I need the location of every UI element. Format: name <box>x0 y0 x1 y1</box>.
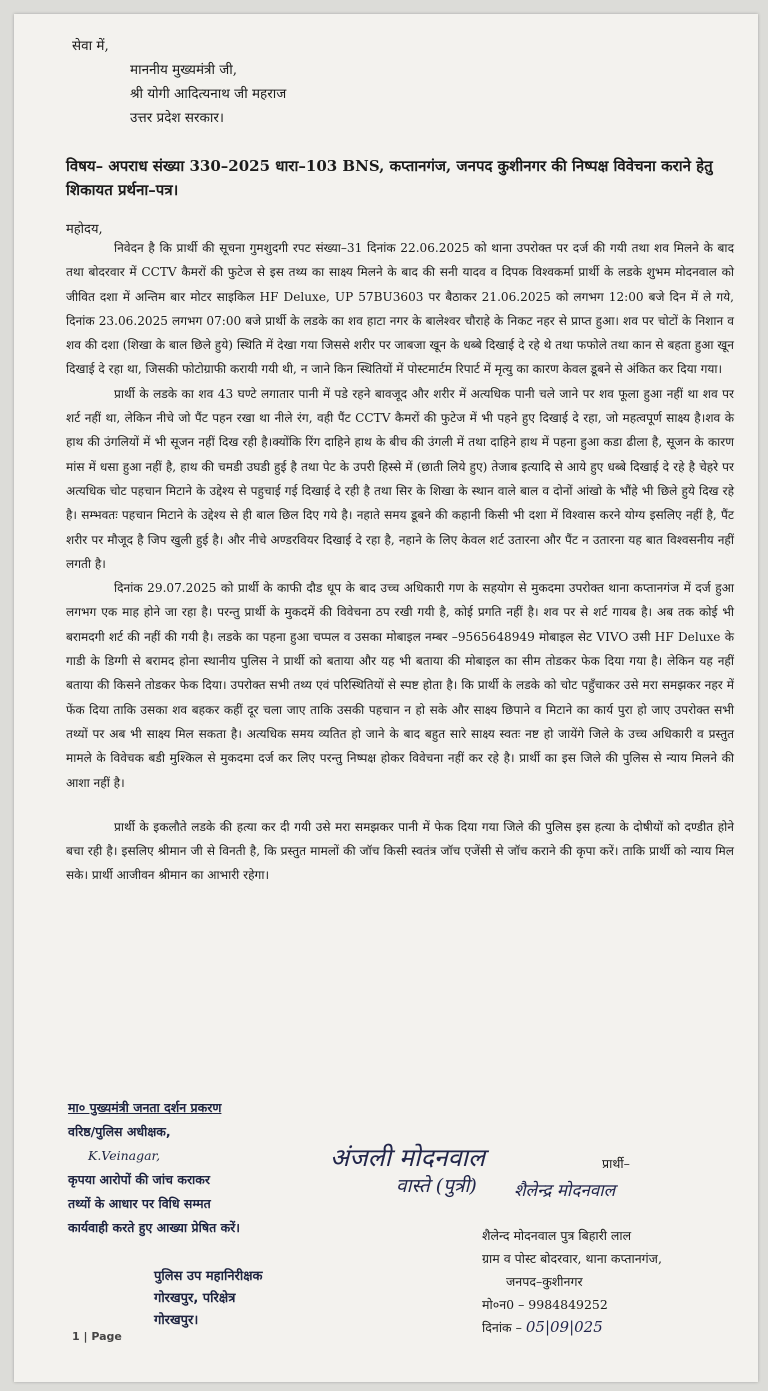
page-number: 1 | Page <box>72 1330 122 1343</box>
sender-name: शैलेन्द मोदनवाल पुत्र बिहारी लाल <box>482 1228 632 1243</box>
address-recipient: माननीय मुख्यमंत्री जी, <box>130 62 238 78</box>
authority-title: पुलिस उप महानिरीक्षक <box>154 1269 263 1284</box>
body-paragraph-3: दिनांक 29.07.2025 को प्रार्थी के काफी दौड धूप के बाद उच्च अधिकारी गण के सहयोग से मुकदमा उपरोक्त थाना कप्तानगंज में दर्ज हुआ लगभग एक माह होने जा रहा है। परन्तु प्रार्थी के मुकदमें की विवेचना ठप रखी गयी है, कोई प्रगति नहीं है। शव पर से शर्ट गायब है। अब तक कोई भी बरामदगी शर्ट की नहीं की गयी है। लडके का पहना हुआ चप्पल व उसका मोबाइल नम्बर –9565648949 मोबाइल सेट VIVO उसी HF Deluxe के गाडी के डिग्गी से बरामद होना स्थानीय पुलिस ने प्रार्थी को बताया और यह भी बताया की मोबाइल का सीम तोडकर फेक दिया गया है। लेकिन यह नहीं बताया की किसने तोडकर फेक दिया। उपरोक्त सभी तथ्य एवं परिस्थितियों से स्पष्ट होता है। कि प्रार्थी के लडके को चोट पहुँचाकर उसे मरा समझकर नहर में फेंक दिया ताकि उसका शव बहकर कहीं दूर चला जाए ताकि उसकी पहचान न हो सके और साक्ष्य छिपाने व मिटाने का कार्य पुरा हो जाए उपरोक्त सभी तथ्यों पर अब भी साक्ष्य मिल सकता है। अत्यधिक समय व्यतित हो जाने के बाद बहुत सारे साक्ष्य स्वतः नष्ट हो जायेंगे जिले के उच्च अधिकारी व प्रस्तुत मामले के विवेचक बडी मुश्किल से मुकदमा दर्ज कर लिए परन्तु निष्पक्ष होकर विवेचना नहीं कर रहे है। प्रार्थी का इस जिले की पुलिस से न्याय मिलने की आशा नहीं है। <box>66 581 734 790</box>
endorsement-line-4: तथ्यों के आधार पर विधि सम्मत <box>68 1196 211 1211</box>
body-paragraph-1: निवेदन है कि प्रार्थी की सूचना गुमशुदगी रपट संख्या–31 दिनांक 22.06.2025 को थाना उपरोक्त पर दर्ज की गयी तथा शव मिलने के बाद तथा बोदरवार में CCTV कैमरों की फुटेज से इस तथ्य का साक्ष्य मिलने के बाद की सनी यादव व दिपक विश्वकर्मा प्रार्थी के लडके शुभम मोदनवाल को जीवित दशा में अन्तिम बार मोटर साइकिल HF Deluxe, UP 57BU3603 पर बैठाकर 21.06.2025 को लगभग 12:00 बजे दिन में ले गये, दिनांक 23.06.2025 लगभग 07:00 बजे प्रार्थी के लडके का शव हाटा नगर के बालेश्वर चौराहे के निकट नहर से प्राप्त हुआ। शव पर चोटों के निशान व शव की दशा (शिखा के बाल छिले हुये) स्थिति में देखा गया जिससे शरीर पर जाबजा खून के धब्बे दिखाई दे रहे थे तथा फफोले तथा कान से बहता हुआ खून दिखाई दे रहा था, जिसकी फोटोग्राफी करायी गयी थी, न जाने किन स्थितियों में पोस्टमार्टम रिपार्ट में मृत्यु का कारण केवल डूबने से अंकित कर दिया गया। <box>66 241 734 377</box>
sender-village: ग्राम व पोस्ट बोदरवार, थाना कप्तानगंज, <box>482 1251 662 1266</box>
sender-mobile: मो०न0 – 9984849252 <box>482 1297 608 1312</box>
authority-region: गोरखपुर, परिक्षेत्र <box>154 1291 236 1306</box>
endorsement-addressee: वरिष्ठ/पुलिस अधीक्षक, <box>68 1124 171 1139</box>
address-recipient-office: उत्तर प्रदेश सरकार। <box>130 110 225 126</box>
sender-district: जनपद–कुशीनगर <box>506 1274 583 1289</box>
endorsement-line-5: कार्यवाही करते हुए आख्या प्रेषित करें। <box>68 1220 241 1235</box>
signature-handwritten-2: वास्ते (पुत्री) <box>396 1175 477 1197</box>
address-salutation-line: सेवा में, <box>72 38 109 54</box>
endorsement-handwritten-name: K.Veinagar, <box>88 1148 161 1163</box>
sender-date-row <box>482 1316 662 1339</box>
salutation: महोदय, <box>66 222 103 237</box>
official-endorsement <box>68 1096 300 1240</box>
body-paragraph-4: प्रार्थी के इकलौते लडके की हत्या कर दी गयी उसे मरा समझकर पानी में फेक दिया गया जिले की पुलिस इस हत्या के दोषीयों को दण्डीत होने बचा रही है। इसलिए श्रीमान जी से विनती है, कि प्रस्तुत मामलों की जॉच किसी स्वतंत्र जॉच एजेंसी से जॉच कराने की कृपा करें। ताकि प्रार्थी को न्याय मिल सके। प्रार्थी आजीवन श्रीमान का आभारी रहेगा। <box>66 819 734 883</box>
endorsement-heading: मा० पुख्यमंत्री जनता दर्शन प्रकरण <box>68 1100 222 1115</box>
address-recipient-name: श्री योगी आदित्यनाथ जी महराज <box>130 86 287 102</box>
sender-label: प्रार्थी– <box>602 1156 630 1171</box>
document-page <box>14 14 758 1382</box>
signature-handwritten-1: अंजली मोदनवाल <box>330 1143 485 1172</box>
body-paragraph-2: प्रार्थी के लडके का शव 43 घण्टे लगातार पानी में पडे रहने बावजूद और शरीर में अत्यधिक पानी चले जाने पर शव फूला हुआ नहीं था शव पर शर्ट नहीं था, लेकिन नीचे जो पैंट पहन रखा था नीले रंग, वही पैंट CCTV कैमरों की फुटेज में भी पहने हुए दिखाई दे रहा, जो महत्वपूर्ण साक्ष्य है।शव के हाथ की उंगलियों में भी सूजन नहीं दिख रही है।क्योंकि रिंग दाहिने हाथ के बीच की उंगली में तथा दाहिने हाथ में पहना हुआ कडा ढीला है, सूजन के कारण मांस में धसा हुआ नहीं है, हाथ की चमडी उघडी हुई है तथा पेट के उपरी हिस्से में (छाती लिये हुए) तेजाब इत्यादि से आये हुए धब्बे दिखाई दे रहे है चेहरे पर अत्यधिक चोट पहचान मिटाने के उद्देश्य से पहुचाई गई दिखाई दे रही है तथा सिर के शिखा के स्थान वाले बाल व दोनों आंखो के भौंहे भी छिले हुये दिख रहे है। सम्भवतः पहचान मिटाने के उद्देश्य से ही बाल छिल दिए गये है। नहाते समय डूबने की कहानी किसी भी दशा में विश्वास करने योग्य इसलिए नहीं है, पैंट शरीर पर मौजूद है जिप खुली हुई है। और नीचे अण्डरवियर दिखाई दे रहा है, नहाने के लिए केवल शर्ट उतारना और पैंट न उतारना यह बात विश्वसनीय नहीं लगती है। <box>66 386 734 571</box>
sender-date-label: दिनांक – <box>482 1320 522 1335</box>
endorsement-line-3: कृपया आरोपों की जांच कराकर <box>68 1172 211 1187</box>
authority-city: गोरखपुर। <box>154 1313 199 1328</box>
sender-date-value: 05|09|025 <box>525 1318 603 1336</box>
signature-handwritten-3: शैलेन्द्र मोदनवाल <box>514 1181 616 1201</box>
letter-subject: विषय– अपराध संख्या 330–2025 धारा–103 BNS, कप्तानगंज, जनपद कुशीनगर की निष्पक्ष विवेचना कराने हेतु शिकायत प्रर्थना–पत्र। <box>66 157 713 199</box>
sender-details <box>482 1224 662 1339</box>
letter-body <box>66 236 734 888</box>
endorsement-authority <box>154 1266 263 1332</box>
